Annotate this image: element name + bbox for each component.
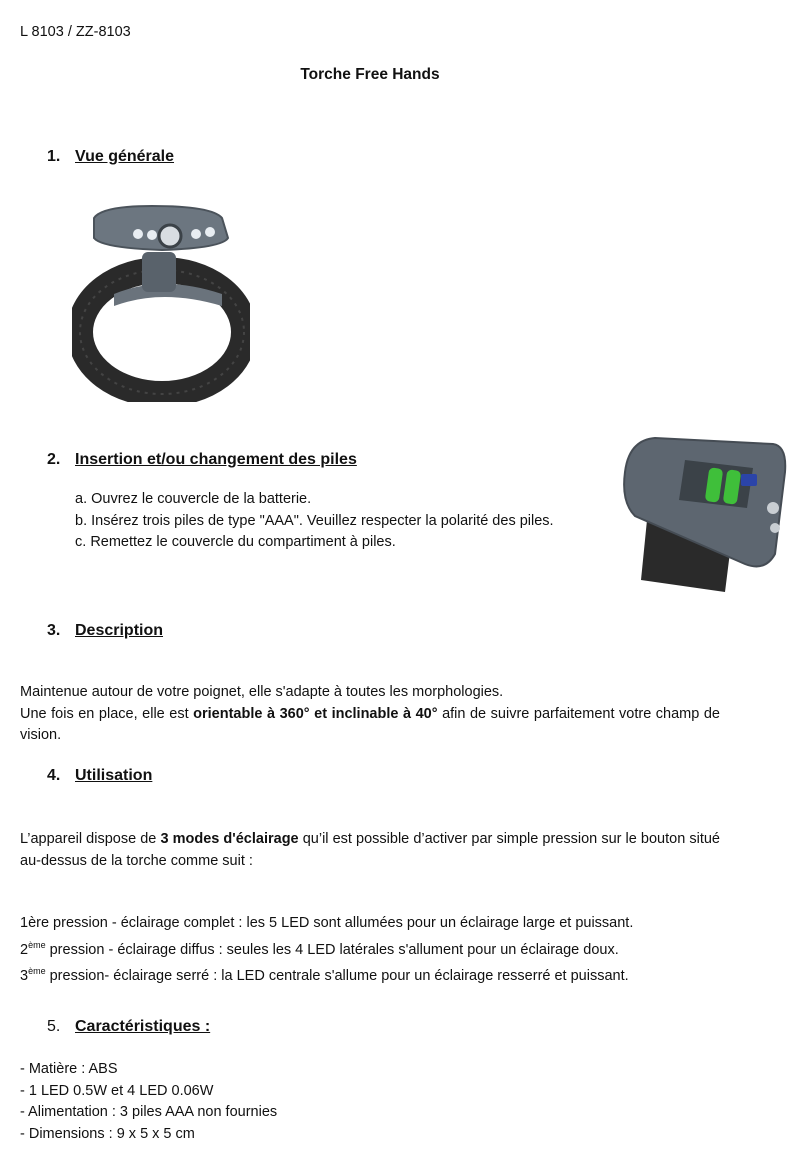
description-text: Une fois en place, elle est: [20, 705, 194, 722]
list-marker: c.: [75, 534, 87, 550]
list-text: Insérez trois piles de type "AAA". Veuillez respecter la polarité des piles.: [91, 512, 554, 529]
spec-item: - Matière : ABS: [20, 1061, 118, 1077]
section-4-heading: [47, 767, 152, 785]
description-paragraph: [20, 682, 720, 747]
list-item: [75, 532, 554, 554]
spec-item: - Dimensions : 9 x 5 x 5 cm: [20, 1125, 195, 1142]
section-2-heading: [47, 451, 357, 469]
spec-item: - Alimentation : 3 piles AAA non fournies: [20, 1104, 278, 1120]
section-3-title: Description: [75, 622, 164, 639]
torch-overview-image: [72, 202, 250, 402]
description-text: afin de suivre parfaitement votre champ de vision.: [20, 705, 720, 743]
usage-text: qu’il est possible d’activer par simple pression sur le bouton situé au-dessus de la torche comme suit :: [20, 831, 720, 869]
list-marker: b.: [75, 512, 88, 529]
description-line: Maintenue autour de votre poignet, elle s'adapte à toutes les morphologies.: [20, 684, 504, 700]
mode-number: 3: [20, 968, 29, 984]
mode-text: pression- éclairage serré : la LED centrale s'allume pour un éclairage resserré et puissant.: [45, 968, 629, 984]
usage-text: L’appareil dispose de: [20, 831, 161, 847]
section-2-number: 2.: [47, 451, 61, 468]
usage-paragraph: [20, 829, 720, 872]
modes-list: [20, 913, 720, 988]
section-5-heading: [47, 1018, 210, 1036]
section-2-title: Insertion et/ou changement des piles: [75, 451, 357, 468]
section-3-heading: [47, 622, 163, 640]
description-highlight: orientable à 360° et inclinable à 40°: [193, 705, 438, 722]
description-line: [20, 704, 720, 747]
list-item: [75, 511, 554, 533]
mode-item: [20, 935, 720, 962]
mode-ordinal: ème: [28, 966, 46, 976]
document-title: Torche Free Hands: [300, 66, 440, 83]
document-reference: L 8103 / ZZ-8103: [20, 24, 131, 40]
section-3-number: 3.: [47, 622, 61, 639]
mode-number: 2: [20, 941, 29, 958]
list-text: Ouvrez le couvercle de la batterie.: [91, 491, 312, 507]
battery-compartment-image: [615, 432, 791, 596]
mode-ordinal: ème: [28, 939, 46, 950]
section-1-heading: [47, 148, 174, 166]
list-item: [75, 489, 554, 511]
specs-list: [20, 1059, 720, 1145]
section-5-title: Caractéristiques :: [75, 1018, 211, 1035]
section-4-title: Utilisation: [75, 767, 153, 784]
section-5-number: 5.: [47, 1018, 61, 1035]
mode-item: [20, 961, 720, 988]
section-4-number: 4.: [47, 767, 61, 784]
section-1-number: 1.: [47, 148, 61, 165]
spec-item: - 1 LED 0.5W et 4 LED 0.06W: [20, 1082, 214, 1099]
list-marker: a.: [75, 491, 88, 507]
battery-steps-list: [75, 489, 554, 554]
list-text: Remettez le couvercle du compartiment à piles.: [90, 534, 396, 550]
usage-highlight: 3 modes d'éclairage: [160, 831, 299, 847]
section-1-title: Vue générale: [75, 148, 175, 165]
mode-text: pression - éclairage diffus : seules les 4 LED latérales s'allument pour un éclairage doux.: [45, 941, 619, 958]
mode-item: 1ère pression - éclairage complet : les 5 LED sont allumées pour un éclairage large et puissant.: [20, 915, 634, 931]
